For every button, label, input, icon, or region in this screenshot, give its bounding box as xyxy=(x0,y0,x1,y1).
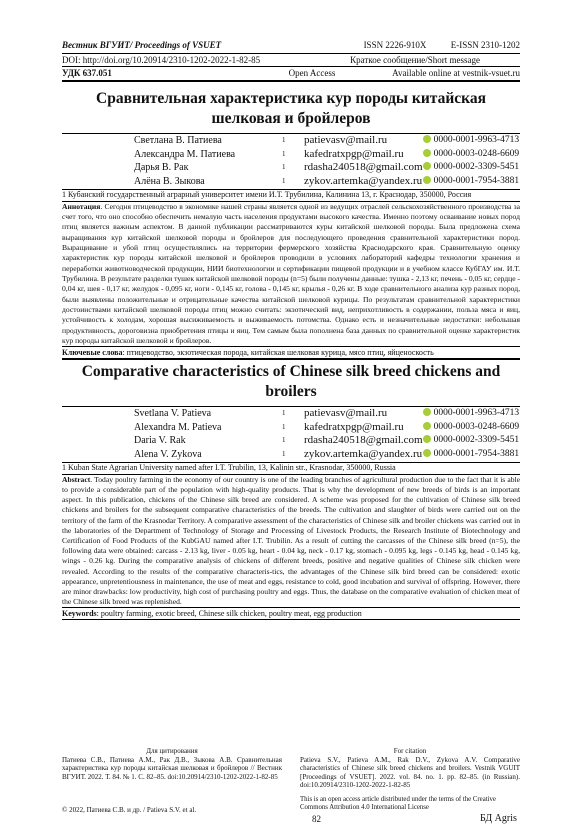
author-row xyxy=(134,448,519,462)
author-row xyxy=(134,421,519,435)
available-online[interactable]: Available online at vestnik-vsuet.ru xyxy=(392,68,520,78)
author-email[interactable]: rdasha240518@gmail.com xyxy=(304,434,423,447)
orcid-icon xyxy=(423,176,431,184)
orcid-icon xyxy=(423,449,431,457)
orcid-id: 0000-0003-0248-6609 xyxy=(433,148,520,159)
udk: УДК 637.051 xyxy=(62,68,112,78)
keywords-label-en: Keywords xyxy=(62,609,97,619)
citation-block xyxy=(62,747,520,790)
author-name: Александра М. Патиева xyxy=(134,148,236,160)
affiliation-ru: 1 Кубанский государственный аграрный университет имени И.Т. Трубилина, Калинина 13, г. Краснодар, 350000, Россия xyxy=(62,190,472,199)
eissn: E-ISSN 2310-1202 xyxy=(450,40,520,50)
affiliation-en: 1 Kuban State Agrarian University named after I.T. Trubilin, 13, Kalinin str., Krasnodar, 350000, Russia xyxy=(62,463,396,473)
abstract-label-ru: Аннотация xyxy=(62,201,101,211)
orcid-id: 0000-0002-3309-5451 xyxy=(433,162,520,172)
orcid-id: 0000-0003-0248-6609 xyxy=(433,421,520,432)
orcid-id: 0000-0001-9963-4713 xyxy=(433,135,520,145)
orcid-icon xyxy=(423,162,431,170)
orcid-id: 0000-0001-7954-3881 xyxy=(433,448,520,459)
author-orcid[interactable] xyxy=(423,148,520,162)
author-orcid[interactable] xyxy=(423,421,520,435)
author-name: Alena V. Zykova xyxy=(134,448,202,460)
license-text: This is an open access article distributed under the terms of the Creative Commons Attribution 4.0 International License xyxy=(300,796,496,811)
keywords-text-en: : poultry farming, exotic breed, Chinese silk chicken, poultry meat, egg production xyxy=(96,609,362,619)
author-email[interactable]: patievasv@mail.ru xyxy=(304,407,388,420)
author-row xyxy=(134,407,519,421)
authors-en xyxy=(134,407,519,461)
author-orcid[interactable] xyxy=(423,134,520,148)
author-row xyxy=(134,175,519,189)
author-row xyxy=(134,134,519,148)
keywords-text-ru: : птицеводство, экзотическая порода, китайская шелковая курица, мясо птиц, яйценоскость xyxy=(122,348,434,358)
orcid-id: 0000-0001-7954-3881 xyxy=(433,175,520,186)
author-name: Дарья В. Рак xyxy=(134,162,189,173)
orcid-icon xyxy=(423,135,431,143)
author-affiliation-mark: 1 xyxy=(282,409,286,418)
article-page xyxy=(62,40,520,620)
author-email[interactable]: rdasha240518@gmail.com xyxy=(304,161,423,173)
author-name: Svetlana V. Patieva xyxy=(134,408,212,420)
author-affiliation-mark: 1 xyxy=(282,176,286,185)
author-affiliation-mark: 1 xyxy=(282,163,286,171)
issn: ISSN 2226-910X xyxy=(363,40,427,50)
author-email[interactable]: patievasv@mail.ru xyxy=(304,134,388,146)
header-row-2 xyxy=(62,55,520,66)
author-affiliation-mark: 1 xyxy=(282,149,286,158)
citation-en-head: For citation xyxy=(393,747,427,755)
orcid-id: 0000-0001-9963-4713 xyxy=(433,408,520,419)
citation-ru-text: Патиева С.В., Патиева А.М., Рак Д.В., Зыкова А.В. Сравнительная характеристика кур породы китайская шелковая и бройлеров // Вестник ВГУИТ. 2022. Т. 84. № 1. С. 82–85. doi:10.20914/2310-1202-2022-1-82-85 xyxy=(62,755,282,781)
citation-ru xyxy=(62,747,282,790)
citation-en-text: Patieva S.V., Patieva A.M., Rak D.V., Zykova A.V. Comparative characteristics of Chinese silk breed chickens and broilers. Vestnik VGUIT [Proceedings of VSUET]. 2022. vol. 84. no. 1. pp. 82–85. (in Russian). doi:10.20914/2310-1202-2022-1-82-85 xyxy=(300,755,520,790)
keywords-label-ru: Ключевые слова xyxy=(62,348,123,358)
title-en: Comparative characteristics of Chinese silk breed chickens and broilers xyxy=(81,363,501,401)
abstract-text-ru: . Сегодня птицеводство в экономике нашей страны является одной из ведущих отраслей сельскохозяйственного производства за счет того, что оно способно обеспечить немалую часть населения продуктами высокого качества. Именно поэтому осваивание новых пород птиц является важным аспектом. В данной публикации рассматриваются куры китайской шелковой породы. Была предложена схема выращивания кур китайской шелковой породы и бройлеров для последующего проведения сравнительной характеристики пород. Выращивание и убой птиц осуществлялись на территории фермерского хозяйства Краснодарского края. Сравнительную оценку характеристик кур породы китайской шелковой и бройлеров проводили в условиях лабораторий кафедры технологии хранения и переработки животноводческой продукции, НИИ биотехнологии и сертификации пищевой продукции и в учебном классе КубГАУ им. И.Т. Трубилина. В результате разделки тушек китайской шелковой породы (n=5) были получены данные: тушка - 2,13 кг, печень - 0,05 кг, сердце - 0,04 кг, шея - 0,17 кг, желудок - 0,095 кг, ноги - 0,145 кг, голова - 0,145 кг, крылья - 0,26 кг. В ходе сравнительного анализа кур разных пород, были выявлены положительные и отрицательные качества китайской шелковой курицы. По результатам сравнительной характеристики достоинствами китайской шелковой породы птиц можно считать: экзотический вид, неприхотливость в содержании, польза мяса и яиц, устойчивость к холодам, хорошая высиживаемость и выживаемость потомства. Однако есть и незначительные недостатки: небольшая продуктивность, дороговизна приобретения птицы и яиц. Тем самым была пополнена база данных по сравнительной оценке характеристик кур породы китайской шелковой и бройлеров. xyxy=(62,201,521,345)
author-row xyxy=(134,148,519,162)
title-ru: Сравнительная характеристика кур породы китайская шелковая и бройлеров xyxy=(96,90,486,127)
orcid-icon xyxy=(423,422,431,430)
keywords-ru xyxy=(62,347,520,358)
author-name: Daria V. Rak xyxy=(134,435,186,447)
author-name: Светлана В. Патиева xyxy=(134,135,222,146)
citation-ru-head: Для цитирования xyxy=(146,747,198,755)
header-row-1 xyxy=(62,40,520,51)
author-row xyxy=(134,434,519,448)
author-email[interactable]: kafedratxpgp@mail.ru xyxy=(304,147,404,160)
open-access: Open Access xyxy=(288,68,336,78)
author-email[interactable]: zykov.artemka@yandex.ru xyxy=(304,447,423,460)
author-name: Alexandra M. Patieva xyxy=(134,421,222,433)
author-orcid[interactable] xyxy=(423,161,520,175)
orcid-icon xyxy=(423,149,431,157)
author-orcid[interactable] xyxy=(423,448,520,462)
orcid-icon xyxy=(423,435,431,443)
bd-agris: БД Agris xyxy=(480,813,517,824)
author-email[interactable]: zykov.artemka@yandex.ru xyxy=(304,174,423,187)
author-affiliation-mark: 1 xyxy=(282,436,286,445)
article-type: Краткое сообщение/Short message xyxy=(350,55,480,65)
journal-name: Вестник ВГУИТ/ Proceedings of VSUET xyxy=(62,40,222,50)
abstract-text-en: . Today poultry farming in the economy of our country is one of the leading branches of agricultural production due to the fact that it is able to provide a considerable part of the population with high-quality products. That is why the development of new breeds of birds is an important aspect. In this publication, chickens of the Chinese silk breed are considered. A scheme was proposed for the cultivation of Chinese silk breed chickens and broilers for the subsequent comparative characteristics of the breeds. The cultivation and slaughter of birds were carried out on the territory of the farm of the Krasnodar Territory. A comparative assessment of the characteristics of Chinese silk and broiler chickens was carried out in the laboratories of the Department of Technology of Storage and Processing of Livestock Products, the Research Institute of Biotechnology and Certification of Food Products of the KubGAU named after I.T. Trubilin. As a result of cutting the carcasses of the Chinese silk breed (n=5), the following data were obtained: carcass - 2.13 kg, liver - 0.05 kg, heart - 0.04 kg, neck - 0.17 kg, stomach - 0.095 kg, legs - 0.145 kg, head - 0.145 kg, wings - 0.26 kg. During the comparative analysis of chickens of different breeds, positive and negative qualities of Chinese silk chicken were revealed. According to the results of the comparative characteris-tics, the advantages of the Chinese silk bird breed can be considered: exotic appearance, unpretentiousness in maintenance, the use of meat and eggs, resistance to cold, good incubation and survival of offspring. However, there are minor drawbacks: low productivity, high cost of purchasing poultry and eggs. Thus, the database on the comparative evaluation of chicken meat of the Chinese silk breed was replenished. xyxy=(62,474,520,607)
orcid-icon xyxy=(423,408,431,416)
header-row-3 xyxy=(62,68,520,79)
abstract-ru xyxy=(62,202,520,347)
authors-ru xyxy=(134,134,519,188)
citation-en xyxy=(300,747,520,790)
author-affiliation-mark: 1 xyxy=(282,449,286,458)
author-orcid[interactable] xyxy=(423,407,520,421)
abstract-label-en: Abstract xyxy=(62,474,91,484)
author-affiliation-mark: 1 xyxy=(282,136,286,144)
author-name: Алёна В. Зыкова xyxy=(134,175,205,187)
page-number: 82 xyxy=(312,814,321,824)
author-orcid[interactable] xyxy=(423,434,520,448)
orcid-id: 0000-0002-3309-5451 xyxy=(433,435,520,446)
abstract-en xyxy=(62,475,520,608)
doi-link[interactable]: DOI: http://doi.org/10.20914/2310-1202-2022-1-82-85 xyxy=(62,55,261,65)
author-orcid[interactable] xyxy=(423,175,520,189)
copyright: © 2022, Патиева С.В. и др. / Patieva S.V. et al. xyxy=(62,806,197,814)
author-row xyxy=(134,161,519,175)
keywords-en xyxy=(62,608,520,619)
author-affiliation-mark: 1 xyxy=(282,422,286,431)
author-email[interactable]: kafedratxpgp@mail.ru xyxy=(304,420,404,433)
